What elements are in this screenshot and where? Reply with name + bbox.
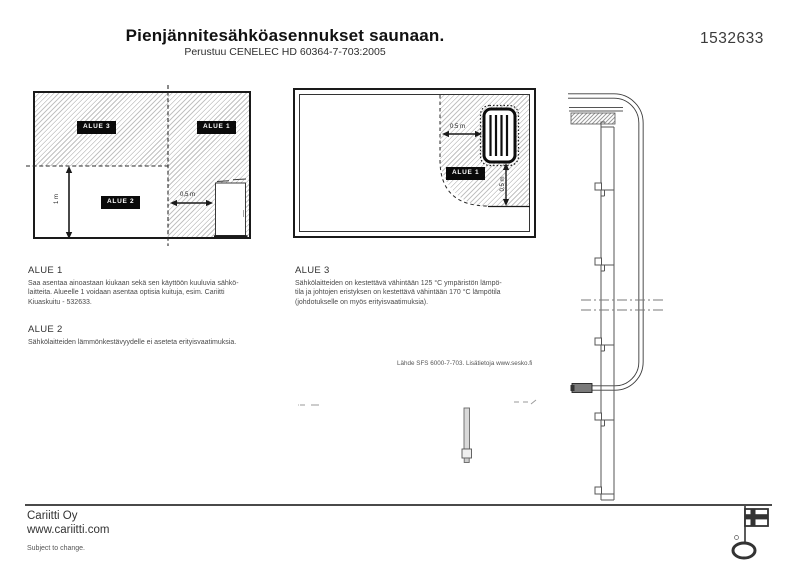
source-reference: Lähde SFS 6000-7-703. Lisätietoja www.sesko.fi	[397, 360, 533, 367]
plan-view-width-dim-label: 0.5 m	[450, 124, 466, 130]
plan-view-depth-dim-label: 0.5 m	[500, 176, 506, 192]
side-view-figure-frame	[33, 91, 251, 239]
side-view-zone2-label: ALUE 2	[101, 196, 140, 209]
side-view-zone3-label: ALUE 3	[77, 121, 116, 134]
zone3-body: Sähkölaitteiden on kestettävä vähintään 125 °C ympäristön lämpö- tila ja johtojen eristyksen on kestettävä vähintään 170 °C lämpötila (johdotukselle on myös erityisvaatimuksia).	[295, 280, 502, 306]
section-break-lines	[581, 300, 664, 310]
zone3-heading: ALUE 3	[295, 265, 330, 276]
zone-descriptions-right	[295, 265, 502, 307]
zone2-body: Sähkölaitteiden lämmönkestävyydelle ei aseteta erityisvaatimuksia.	[28, 338, 237, 346]
company-website: www.cariitti.com	[27, 524, 110, 536]
company-name: Cariitti Oy	[27, 510, 78, 522]
side-view-width-dim-label: 0,5 m	[180, 192, 196, 198]
plan-view-inner-frame	[299, 94, 530, 232]
key-flag-icon	[733, 506, 768, 558]
fiber-terminal-detail	[462, 408, 472, 463]
wall-panel-joints	[595, 183, 614, 494]
wall-panel-profile	[601, 122, 614, 500]
wall-section-ceiling	[569, 108, 623, 112]
zone1-body: Saa asentaa ainoastaan kiukaan sekä sen käyttöön kuuluvia sähkö- laitteita. Alueelle 1 voidaan asentaa optisia kuituja, esim. Cariitti Kiuaskuitu - 532633.	[28, 280, 239, 306]
document-number: 1532633	[700, 30, 764, 47]
wall-section-ceiling-hatch	[571, 113, 615, 124]
page-title: Pienjännitesähköasennukset saunaan.	[125, 26, 445, 45]
fiber-cable-connector	[571, 384, 593, 393]
zone-descriptions-left	[28, 265, 239, 347]
small-annotation-marks	[298, 400, 536, 405]
zone1-heading: ALUE 1	[28, 265, 63, 276]
side-view-zone1-label: ALUE 1	[197, 121, 236, 134]
plan-view-zone1-label: ALUE 1	[446, 167, 485, 180]
subject-to-change-note: Subject to change.	[27, 545, 85, 552]
fiber-cable-path	[568, 96, 641, 388]
page-subtitle: Perustuu CENELEC HD 60364-7-703:2005	[184, 46, 386, 58]
zone2-heading: ALUE 2	[28, 323, 63, 335]
side-view-height-dim-label: 1 m	[54, 194, 60, 205]
footer-divider	[25, 504, 772, 506]
